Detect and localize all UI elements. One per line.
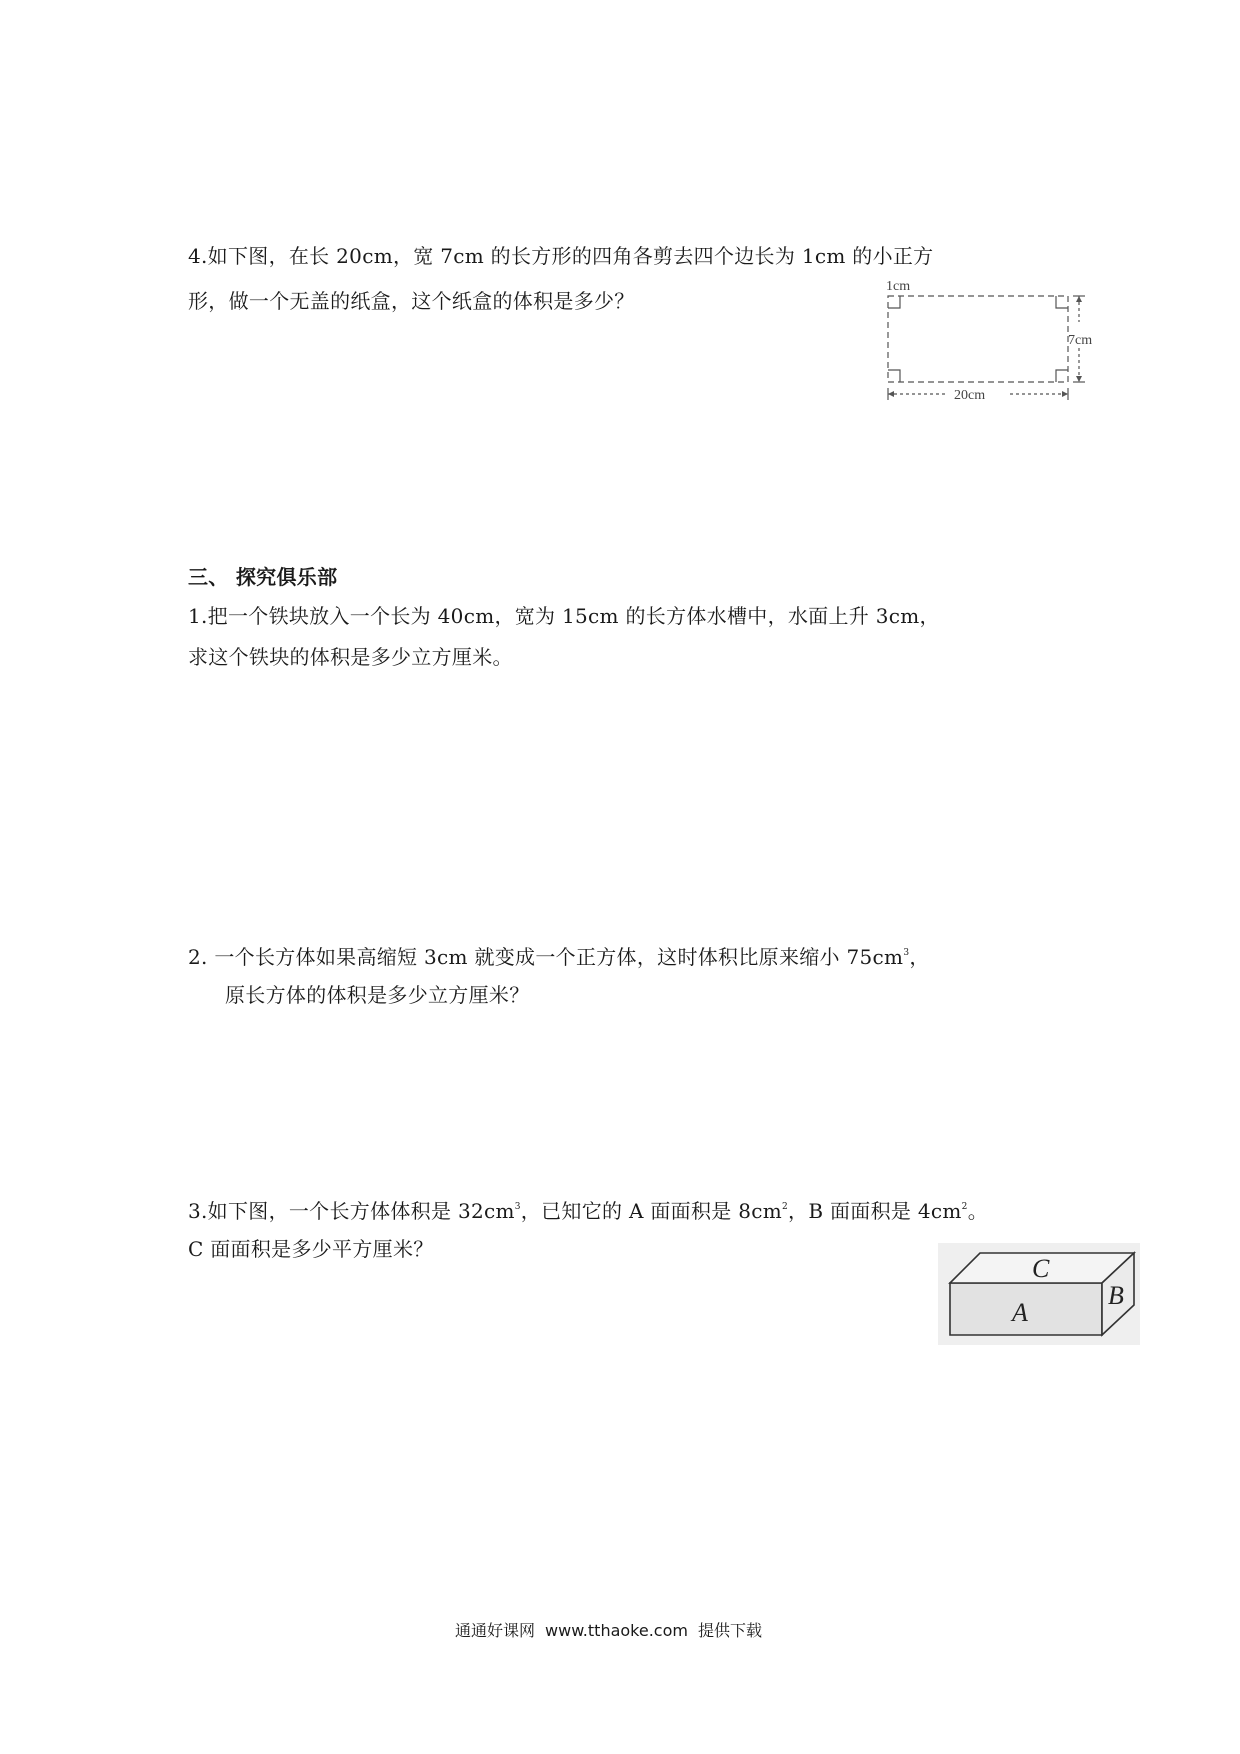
punct: ， [909, 945, 930, 969]
box-outline [888, 296, 1068, 382]
s3-q1-line2: 求这个铁块的体积是多少立方厘米。 [188, 645, 513, 669]
superscript: 3 [903, 948, 910, 958]
footer-site-name: 通通好课网 [455, 1621, 536, 1640]
s3-q3-line1 [188, 1197, 988, 1225]
s3-q1-line1: 1.把一个铁块放入一个长为 40cm，宽为 15cm 的长方体水槽中，水面上升 3cm， [188, 604, 940, 628]
corner-size-label: 1cm [886, 279, 911, 294]
cuboid-figure [938, 1243, 1140, 1345]
corner-bottom-right [1056, 370, 1068, 382]
q4-line2: 形，做一个无盖的纸盒，这个纸盒的体积是多少？ [188, 289, 635, 313]
s3-q3-line2: C 面面积是多少平方厘米？ [188, 1237, 434, 1261]
s3-q2-line2: 原长方体的体积是多少立方厘米？ [225, 983, 530, 1007]
corner-bottom-left [888, 370, 900, 382]
superscript: 2 [782, 1202, 789, 1212]
width-label: 20cm [954, 388, 986, 403]
height-label: 7cm [1068, 333, 1093, 348]
s3-q2-text: 2. 一个长方体如果高缩短 3cm 就变成一个正方体，这时体积比原来缩小 75cm [188, 945, 904, 969]
superscript: 2 [961, 1202, 968, 1212]
q4-line1: 4.如下图，在长 20cm，宽 7cm 的长方形的四角各剪去四个边长为 1cm 的小正方 [188, 244, 934, 268]
footer-url[interactable]: www.tthaoke.com [545, 1621, 688, 1640]
label-b: B [1108, 1281, 1124, 1310]
corner-top-left [888, 296, 900, 308]
section3-heading: 三、 探究俱乐部 [188, 565, 338, 589]
s3-q3-text-a: 3.如下图，一个长方体体积是 32cm [188, 1199, 515, 1223]
s3-q2-line1 [188, 943, 930, 971]
q4-rectangle-figure [880, 278, 1120, 412]
footer-suffix: 提供下载 [697, 1621, 762, 1640]
corner-top-right [1056, 296, 1068, 308]
superscript: 3 [514, 1202, 521, 1212]
label-c: C [1032, 1254, 1050, 1283]
s3-q3-text-b: ，已知它的 A 面面积是 8cm [520, 1199, 783, 1223]
s3-q3-text-c: ，B 面面积是 4cm [788, 1199, 962, 1223]
label-a: A [1012, 1298, 1028, 1327]
footer [455, 1620, 772, 1642]
s3-q3-text-d: 。 [967, 1199, 988, 1223]
